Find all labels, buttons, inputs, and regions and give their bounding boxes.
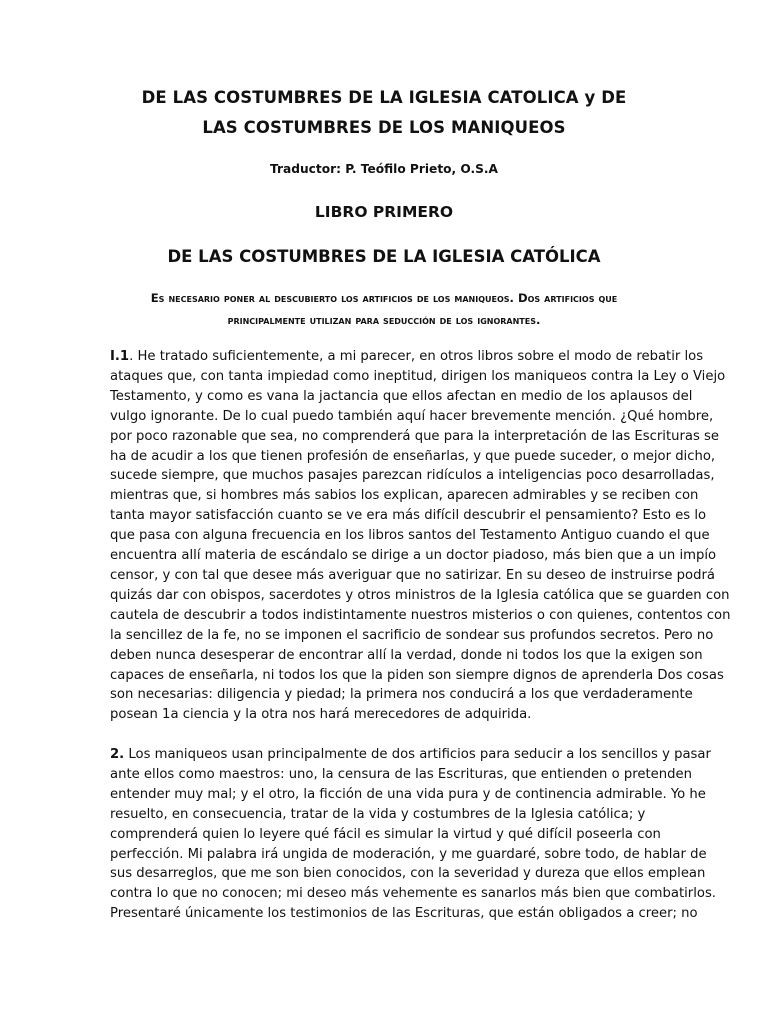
- paragraph-number: 2.: [110, 747, 125, 762]
- paragraph-1: [110, 347, 731, 725]
- paragraph-line: por poco razonable que sea, no comprenderá que para la interpretación de las Escrituras se: [110, 428, 720, 444]
- translator-credit: Traductor: P. Teófilo Prieto, O.S.A: [270, 162, 498, 176]
- paragraph-line: deben nunca desesperar de encontrar allí la verdad, donde ni todos los que la exigen son: [110, 647, 703, 663]
- book-heading: LIBRO PRIMERO: [314, 203, 454, 221]
- paragraph-line: tanta mayor satisfacción cuanto se ve era más difícil descubrir el pensamiento? Esto es lo: [110, 508, 707, 524]
- chapter-summary-line-2: principalmente utilizan para seducción de los ignorantes.: [227, 313, 541, 327]
- paragraph-line: comprenderá quien lo leyere qué fácil es simular la virtud y qué difícil poseerla con: [110, 826, 661, 842]
- paragraph-line: [110, 347, 704, 367]
- document-title-line-2: LAS COSTUMBRES DE LOS MANIQUEOS: [202, 118, 566, 137]
- paragraph-line: Presentaré únicamente los testimonios de las Escrituras, que están obligados a creer; no: [110, 906, 698, 922]
- chapter-summary-line-1: Es necesario poner al descubierto los artificios de los maniqueos. Dos artificios que: [150, 291, 618, 305]
- paragraph-line: ataques que, con tanta impiedad como ineptitud, dirigen los maniqueos contra la Ley o Viejo: [110, 368, 726, 384]
- paragraph-line: mientras que, si hombres más sabios los explican, aparecen admirables y se reciben con: [110, 488, 699, 504]
- paragraph-text: . He tratado suficientemente, a mi parecer, en otros libros sobre el modo de rebatir los: [129, 349, 704, 364]
- paragraph-line: censor, y con tal que desee más averiguar que no satirizar. En su deseo de instruirse podrá: [110, 567, 715, 583]
- paragraph-line: entender muy mal; y el otro, la ficción de una vida pura y de continencia admirable. Yo he: [110, 786, 706, 802]
- paragraph-line: sucede siempre, que muchos pasajes parezcan ridículos a inteligencias poco desarrolladas,: [110, 468, 715, 484]
- paragraph-2: [110, 745, 717, 924]
- paragraph-line: capaces de enseñarla, ni todos los que la piden son siempre dignos de aprenderla Dos cosas: [110, 667, 724, 683]
- paragraph-line: ha de acudir a los que tienen profesión de enseñarlas, y que puede suceder, o mejor dicho,: [110, 448, 716, 464]
- paragraph-line: son necesarias: diligencia y piedad; la primera nos conducirá a los que verdaderamente: [110, 687, 693, 703]
- paragraph-line: Testamento, y como es vana la jactancia que ellos afectan en medio de los aplausos del: [110, 388, 693, 404]
- document-title-line-1: DE LAS COSTUMBRES DE LA IGLESIA CATOLICA y DE: [141, 88, 627, 107]
- paragraph-line: cautela de descubrir a todos indistintamente nuestros misterios o con quienes, contentos con: [110, 607, 731, 623]
- section-heading: DE LAS COSTUMBRES DE LA IGLESIA CATÓLICA: [167, 247, 601, 266]
- paragraph-line: posean 1a ciencia y la otra nos hará merecedores de adquirida.: [110, 707, 532, 723]
- paragraph-line: perfección. Mi palabra irá ungida de moderación, y me guardaré, sobre todo, de hablar de: [110, 846, 707, 862]
- paragraph-line: sus desarreglos, que me son bien conocidos, con la severidad y dureza que ellos emplean: [110, 866, 706, 882]
- paragraph-line: resuelto, en consecuencia, tratar de la vida y costumbres de la Iglesia católica; y: [110, 806, 646, 822]
- paragraph-line: quizás dar con obispos, sacerdotes y otros ministros de la Iglesia católica que se guarden con: [110, 587, 730, 603]
- paragraph-text: Los maniqueos usan principalmente de dos artificios para seducir a los sencillos y pasar: [124, 747, 711, 762]
- paragraph-line: contra lo que no conocen; mi deseo más vehemente es sanarlos más bien que combatirlos.: [110, 886, 717, 902]
- paragraph-line: vulgo ignorante. De lo cual puedo también aquí hacer brevemente mención. ¿Qué hombre,: [110, 408, 714, 424]
- paragraph-line: [110, 745, 711, 765]
- paragraph-number: I.1: [110, 349, 130, 364]
- paragraph-line: ante ellos como maestros: uno, la censura de las Escrituras, que entienden o pretenden: [110, 766, 692, 782]
- paragraph-line: la sencillez de la fe, no se imponen el sacrificio de sondear sus profundos secretos. Pero no: [110, 627, 714, 643]
- paragraph-line: encuentra allí materia de escándalo se dirige a un doctor piadoso, más bien que a un impío: [110, 548, 717, 564]
- paragraph-line: que pasa con alguna frecuencia en los libros santos del Testamento Antiguo cuando el que: [110, 528, 710, 544]
